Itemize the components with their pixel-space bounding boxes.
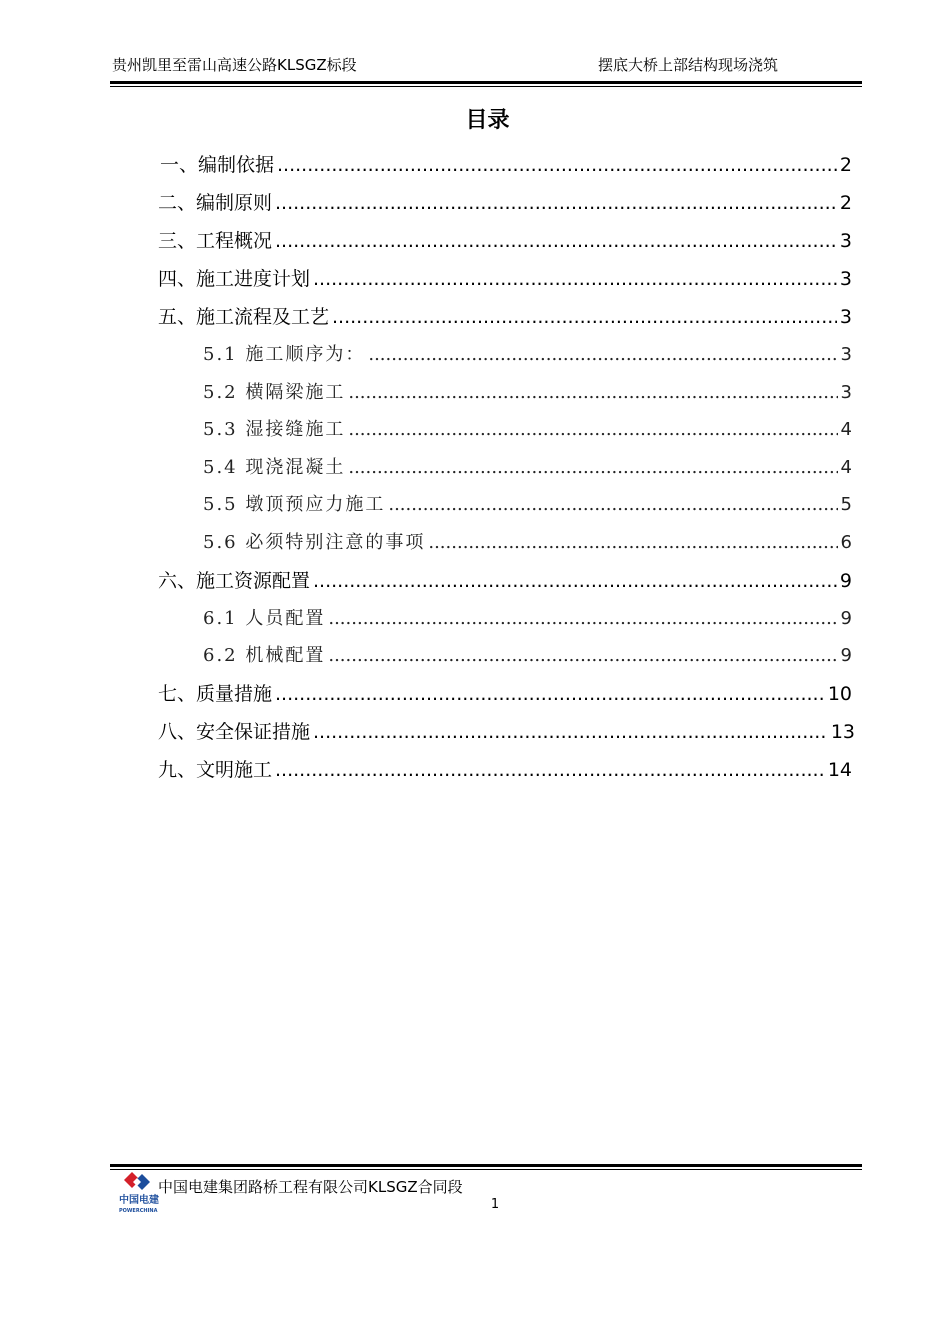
toc-entry-page: 3 bbox=[839, 230, 852, 252]
toc-entry-label: 三、工程概况 bbox=[158, 230, 273, 252]
toc-entry-label: 5.4 现浇混凝土 bbox=[203, 457, 346, 478]
toc-leader bbox=[328, 608, 837, 629]
toc-leader bbox=[275, 759, 825, 781]
header-document-title: 摆底大桥上部结构现场浇筑 bbox=[598, 56, 779, 74]
toc-entry-7[interactable] bbox=[158, 679, 852, 705]
toc-entry-page: 2 bbox=[839, 192, 852, 214]
toc-leader bbox=[313, 268, 837, 290]
toc-entry-5-5[interactable] bbox=[203, 490, 852, 516]
toc-entry-page: 2 bbox=[839, 154, 852, 176]
toc-entry-5-4[interactable] bbox=[203, 453, 852, 479]
toc-leader bbox=[348, 457, 837, 478]
footer-company-name: 中国电建集团路桥工程有限公司KLSGZ合同段 bbox=[158, 1178, 463, 1196]
toc-entry-label: 5.6 必须特别注意的事项 bbox=[203, 532, 426, 553]
toc-leader bbox=[328, 645, 837, 666]
toc-title: 目录 bbox=[465, 108, 510, 133]
toc-entry-page: 5 bbox=[840, 494, 852, 515]
toc-entry-page: 10 bbox=[827, 683, 852, 705]
toc-leader bbox=[332, 306, 837, 328]
toc-leader bbox=[388, 494, 837, 515]
logo-subtext: POWERCHINA bbox=[119, 1208, 158, 1214]
toc-entry-page: 9 bbox=[840, 608, 852, 629]
toc-leader bbox=[313, 721, 828, 743]
toc-entry-page: 13 bbox=[830, 721, 855, 743]
toc-leader bbox=[275, 683, 825, 705]
toc-entry-page: 9 bbox=[839, 570, 852, 592]
page-number: 1 bbox=[490, 1197, 500, 1212]
toc-entry-3[interactable] bbox=[158, 226, 852, 252]
toc-leader bbox=[428, 532, 837, 553]
toc-entry-page: 3 bbox=[839, 268, 852, 290]
toc-leader bbox=[277, 154, 837, 176]
toc-leader bbox=[348, 419, 837, 440]
toc-entry-9[interactable] bbox=[158, 755, 852, 781]
toc-entry-5-6[interactable] bbox=[203, 528, 852, 554]
toc-entry-5-3[interactable] bbox=[203, 415, 852, 441]
toc-entry-label: 四、施工进度计划 bbox=[158, 268, 311, 290]
toc-entry-label: 5.2 横隔梁施工 bbox=[203, 382, 346, 403]
toc-entry-6-1[interactable] bbox=[203, 604, 852, 630]
toc-entry-label: 5.3 湿接缝施工 bbox=[203, 419, 346, 440]
toc-entry-label: 6.2 机械配置 bbox=[203, 645, 326, 666]
toc-entry-6[interactable] bbox=[158, 566, 852, 592]
toc-entry-page: 4 bbox=[840, 419, 852, 440]
logo-text: 中国电建 bbox=[119, 1195, 159, 1206]
toc-entry-page: 6 bbox=[840, 532, 852, 553]
toc-entry-label: 5.1 施工顺序为： bbox=[203, 344, 366, 365]
toc-entry-2[interactable] bbox=[158, 188, 852, 214]
toc-entry-6-2[interactable] bbox=[203, 641, 852, 667]
toc-leader bbox=[275, 192, 837, 214]
toc-entry-1[interactable] bbox=[160, 150, 852, 176]
toc-entry-label: 五、施工流程及工艺 bbox=[158, 306, 330, 328]
toc-leader bbox=[313, 570, 837, 592]
toc-entry-4[interactable] bbox=[158, 264, 852, 290]
toc-entry-page: 4 bbox=[840, 457, 852, 478]
toc-entry-label: 七、质量措施 bbox=[158, 683, 273, 705]
toc-entry-page: 14 bbox=[827, 759, 852, 781]
footer-rule-thick bbox=[110, 1164, 862, 1167]
footer-rule-thin bbox=[110, 1169, 862, 1170]
toc-entry-label: 5.5 墩顶预应力施工 bbox=[203, 494, 386, 515]
toc-entry-5-1[interactable] bbox=[203, 340, 852, 366]
toc-entry-label: 九、文明施工 bbox=[158, 759, 273, 781]
toc-entry-8[interactable] bbox=[158, 717, 855, 743]
toc-entry-5-2[interactable] bbox=[203, 378, 852, 404]
header-rule-thin bbox=[110, 86, 862, 87]
header-project-name: 贵州凯里至雷山高速公路KLSGZ标段 bbox=[112, 56, 357, 74]
toc-entry-page: 3 bbox=[840, 382, 852, 403]
toc-entry-page: 3 bbox=[840, 344, 852, 365]
toc-entry-page: 3 bbox=[839, 306, 852, 328]
toc-entry-label: 八、安全保证措施 bbox=[158, 721, 311, 743]
toc-entry-label: 六、施工资源配置 bbox=[158, 570, 311, 592]
toc-entry-label: 一、编制依据 bbox=[160, 154, 275, 176]
toc-entry-label: 二、编制原则 bbox=[158, 192, 273, 214]
toc-leader bbox=[368, 344, 837, 365]
header-rule-thick bbox=[110, 81, 862, 84]
toc-entry-page: 9 bbox=[840, 645, 852, 666]
toc-entry-label: 6.1 人员配置 bbox=[203, 608, 326, 629]
toc-entry-5[interactable] bbox=[158, 302, 852, 328]
toc-leader bbox=[275, 230, 837, 252]
toc-leader bbox=[348, 382, 837, 403]
